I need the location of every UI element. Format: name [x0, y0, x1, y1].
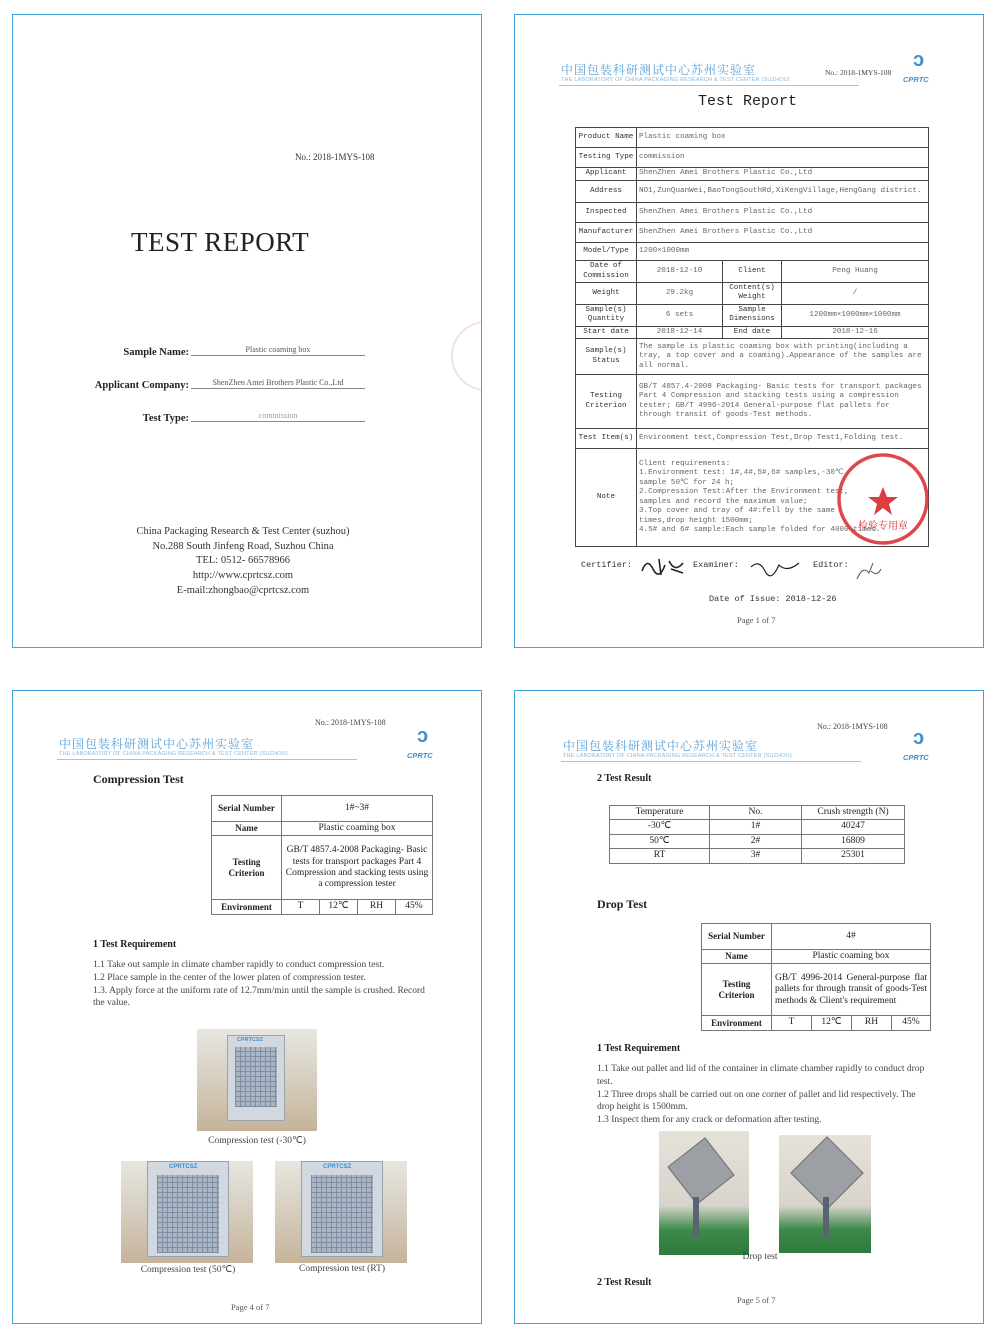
test-type-value: commission: [191, 411, 365, 422]
name-key: Name: [212, 822, 282, 836]
model-value: 1200×1000mm: [637, 243, 929, 261]
cprtc-logo-icon: ↄ: [417, 725, 429, 747]
requirement-item: 1.1 Take out pallet and lid of the container in climate chamber rapidly to conduct drop test.: [597, 1064, 925, 1087]
requirement-item: 1.2 Place sample in the center of the lower platen of compression tester.: [93, 972, 366, 983]
model-key: Model/Type: [576, 243, 637, 261]
lab-address-block: [103, 525, 383, 598]
applicant-key: Applicant: [576, 168, 637, 181]
lab-header-en: THE LABORATORY OF CHINA PACKAGING RESEARCH & TEST CENTER (SUZHOU): [563, 753, 792, 759]
drop-rig: [823, 1197, 829, 1237]
page-number: Page 1 of 7: [737, 615, 776, 625]
col-header: Crush strength (N): [802, 806, 905, 820]
section-title: Compression Test: [93, 772, 184, 786]
serial-number-value: 4#: [772, 924, 931, 950]
end-date-value: 2018-12-16: [782, 326, 929, 338]
testing-type-key: Testing Type: [576, 148, 637, 168]
testing-criterion-value: GB/T 4857.4-2008 Packaging- Basic tests for transport packages Part 4 Compression and stacking tests using a compression tester: [282, 836, 433, 900]
address-value: NO1,ZunQuanWei,BaoTongSouthRd,XiKengVillage,HengGang district.: [637, 181, 929, 203]
test-type-label: Test Type:: [142, 413, 189, 424]
sample-box: [157, 1175, 219, 1253]
photo-caption: Compression test (50℃): [140, 1265, 236, 1275]
crush-result-table: [609, 805, 905, 864]
requirement-title: 1 Test Requirement: [93, 939, 177, 950]
sample-box: [235, 1047, 277, 1107]
result-row: [610, 834, 905, 848]
sample-dimensions-key: Sample Dimensions: [723, 304, 782, 326]
result-cell: 25301: [802, 849, 905, 863]
result-cell: 16809: [802, 834, 905, 848]
lab-name: China Packaging Research & Test Center (suzhou): [136, 526, 350, 537]
sample-box: [311, 1175, 373, 1253]
photo-compression-minus30: [197, 1029, 317, 1131]
col-header: No.: [710, 806, 802, 820]
chamber-brand: CPRTCSZ: [323, 1164, 352, 1170]
header-rule: [57, 759, 357, 760]
name-value: Plastic coaming box: [282, 822, 433, 836]
client-key: Client: [723, 261, 782, 283]
env-cell: RH: [852, 1016, 892, 1030]
serial-number-key: Serial Number: [702, 924, 772, 950]
photo-compression-50: [121, 1161, 253, 1263]
inspected-value: ShenZhen Amei Brothers Plastic Co.,Ltd: [637, 203, 929, 223]
lab-tel: TEL: 0512- 66578966: [196, 555, 290, 567]
header-rule: [561, 761, 861, 762]
dropped-pallet: [667, 1137, 734, 1204]
end-date-key: End date: [723, 326, 782, 338]
requirement-item: 1.1 Take out sample in climate chamber rapidly to conduct compression test.: [93, 960, 385, 970]
lab-header-en: THE LABORATORY OF CHINA PACKAGING RESEARCH & TEST CENTER (SUZHOU): [59, 751, 288, 757]
seal-text: 检验专用章: [858, 521, 908, 532]
requirement-list: [93, 959, 433, 1010]
col-header: Temperature: [610, 806, 710, 820]
test-items-key: Test Item(s): [576, 429, 637, 449]
report-number: No.: 2018-1MYS-108: [825, 68, 892, 77]
sample-info-table: [211, 795, 433, 915]
photo-caption: Drop test: [742, 1252, 778, 1262]
test-items-value: Environment test,Compression Test,Drop Test1,Folding test.: [637, 429, 929, 449]
product-name-key: Product Name: [576, 128, 637, 148]
env-cell: 45%: [396, 900, 433, 914]
photo-caption: Compression test (-30℃): [208, 1136, 306, 1146]
compression-test-page: [12, 690, 482, 1324]
note-line: times,drop height 1500mm;: [639, 516, 753, 525]
requirement-item: 1.3 Inspect them for any crack or deformation after testing.: [597, 1115, 822, 1126]
certifier-signature: [639, 553, 687, 579]
chamber-brand: CPRTCSZ: [169, 1164, 198, 1170]
examiner-signature: [749, 557, 801, 577]
result-title-2: 2 Test Result: [597, 1277, 652, 1288]
examiner-label: Examiner:: [693, 560, 739, 570]
result-cell: 2#: [710, 834, 802, 848]
applicant-value: ShenZhen Amei Brothers Plastic Co.,Ltd: [637, 168, 929, 181]
note-line: 2.Compression Test:After the Environment test,: [639, 488, 849, 497]
serial-number-key: Serial Number: [212, 796, 282, 822]
cprtc-logo-text: CPRTC: [903, 753, 929, 762]
cprtc-logo-text: CPRTC: [407, 751, 433, 760]
result-cell: 50℃: [610, 834, 710, 848]
drop-rig: [693, 1197, 699, 1237]
cprtc-logo-icon: ↄ: [913, 727, 925, 749]
inspected-key: Inspected: [576, 203, 637, 223]
content-weight-value: /: [782, 283, 929, 305]
requirement-list: [597, 1063, 929, 1127]
certifier-label: Certifier:: [581, 560, 633, 570]
address-key: Address: [576, 181, 637, 203]
result-title: 2 Test Result: [597, 773, 652, 784]
sample-quantity-key: Sample(s) Quantity: [576, 304, 637, 326]
cover-page: [12, 14, 482, 648]
photo-drop-test-1: [659, 1131, 749, 1255]
report-number: No.: 2018-1MYS-108: [315, 718, 386, 727]
official-seal-stamp: [833, 449, 933, 549]
applicant-label: Applicant Company:: [94, 380, 189, 391]
sample-dimensions-value: 1200mm×1000mm×1000mm: [782, 304, 929, 326]
testing-criterion-key: Testing Criterion: [576, 375, 637, 429]
editor-label: Editor:: [813, 560, 849, 570]
photo-caption: Compression test (RT): [299, 1264, 385, 1274]
issue-date: Date of Issue: 2018-12-26: [709, 594, 837, 604]
lab-header-cn: 中国包装科研测试中心苏州实验室: [563, 739, 759, 753]
drop-test-page: [514, 690, 984, 1324]
name-key: Name: [702, 950, 772, 964]
env-cell: 12℃: [812, 1016, 852, 1030]
test-report-page: [514, 14, 984, 648]
result-cell: 3#: [710, 849, 802, 863]
faint-stamp-mark: [451, 321, 482, 391]
start-date-value: 2018-12-14: [637, 326, 723, 338]
product-name-value: Plastic coaming box: [637, 128, 929, 148]
manufacturer-value: ShenZhen Amei Brothers Plastic Co.,Ltd: [637, 223, 929, 243]
env-cell: 12℃: [320, 900, 358, 914]
testing-criterion-value: GB/T 4996-2014 General-purpose flat pallets for through transit of goods-Test methods & Client's requirement: [772, 964, 931, 1016]
photo-drop-test-2: [779, 1135, 871, 1253]
cprtc-logo-icon: ↄ: [913, 49, 925, 71]
testing-criterion-value: GB/T 4857.4-2008 Packaging- Basic tests for transport packages Part 4 Compression and stacking tests using a compression tester; GB/T 4996-2014 General-purpose flat pallets for through transit of goods-Test methods.: [637, 375, 929, 429]
note-line: 4.5# and 6# sample:Each sample folded for 4000 times.: [639, 526, 881, 535]
serial-number-value: 1#~3#: [282, 796, 433, 822]
sample-quantity-value: 6 sets: [637, 304, 723, 326]
lab-email: E-mail:zhongbao@cprtcsz.com: [176, 584, 310, 596]
env-cell: 45%: [892, 1016, 931, 1030]
note-line: samples and record the maximum value;: [639, 497, 808, 506]
env-cell: T: [772, 1016, 812, 1030]
weight-value: 29.2kg: [637, 283, 723, 305]
weight-key: Weight: [576, 283, 637, 305]
section-title: Drop Test: [597, 897, 648, 911]
env-cell: T: [282, 900, 320, 914]
lab-header-cn: 中国包装科研测试中心苏州实验室: [59, 737, 255, 751]
sample-status-key: Sample(s) Status: [576, 339, 637, 375]
environment-key: Environment: [212, 900, 282, 914]
requirement-item: 1.3. Apply force at the uniform rate of 12.7mm/min until the sample is crushed. Record the value.: [93, 985, 425, 1009]
commission-date-value: 2018-12-10: [637, 261, 723, 283]
env-cell: RH: [358, 900, 396, 914]
sample-name-label: Sample Name:: [123, 347, 189, 358]
requirement-title: 1 Test Requirement: [597, 1043, 681, 1054]
lab-website: http://www.cprtcsz.com: [192, 570, 294, 582]
result-row: [610, 820, 905, 834]
note-line: sample 50℃ for 24 h;: [639, 478, 735, 487]
lab-header-en: THE LABORATORY OF CHINA PACKAGING RESEARCH & TEST CENTER (SUZHOU): [561, 77, 790, 83]
name-value: Plastic coaming box: [772, 950, 931, 964]
sample-name-value: Plastic coaming box: [191, 345, 365, 356]
cprtc-logo-text: CPRTC: [903, 75, 929, 84]
note-key: Note: [576, 449, 637, 547]
report-number: No.: 2018-1MYS-108: [817, 722, 888, 731]
result-cell: RT: [610, 849, 710, 863]
editor-signature: [853, 559, 883, 583]
start-date-key: Start date: [576, 326, 637, 338]
cover-title: TEST REPORT: [131, 227, 310, 257]
note-line: 3.Top cover and tray of 4#:fell by the same: [639, 507, 835, 516]
content-weight-key: Content(s) Weight: [723, 283, 782, 305]
requirement-item: 1.2 Three drops shall be carried out on one corner of pallet and lid respectively. The drop height is 1500mm.: [597, 1089, 916, 1113]
report-title: Test Report: [698, 93, 798, 110]
testing-criterion-key: Testing Criterion: [702, 964, 772, 1016]
sample-info-table: [701, 923, 931, 1031]
lab-header-cn: 中国包装科研测试中心苏州实验室: [561, 63, 757, 77]
result-row: [610, 849, 905, 863]
page-number: Page 4 of 7: [231, 1302, 270, 1312]
lab-street: No.288 South Jinfeng Road, Suzhou China: [152, 540, 334, 552]
report-number: No.: 2018-1MYS-108: [295, 152, 375, 162]
testing-type-value: commission: [637, 148, 929, 168]
note-line: 1.Environment test: 1#,4#,5#,6# samples,-30℃: [639, 469, 844, 478]
applicant-value: ShenZhen Amei Brothers Plastic Co.,Ltd: [191, 378, 365, 389]
manufacturer-key: Manufacturer: [576, 223, 637, 243]
testing-criterion-key: Testing Criterion: [212, 836, 282, 900]
chamber-brand: CPRTCSZ: [237, 1037, 263, 1043]
header-rule: [559, 85, 859, 86]
result-cell: -30℃: [610, 820, 710, 834]
sample-status-value: The sample is plastic coaming box with printing(including a tray, a top cover and a coaming).Appearance of the samples are all normal.: [637, 339, 929, 375]
note-line: Client requirements:: [639, 459, 731, 468]
photo-compression-rt: [275, 1161, 407, 1263]
commission-date-key: Date of Commission: [576, 261, 637, 283]
page-number: Page 5 of 7: [737, 1295, 776, 1305]
environment-key: Environment: [702, 1016, 772, 1030]
result-cell: 40247: [802, 820, 905, 834]
result-cell: 1#: [710, 820, 802, 834]
client-value: Peng Huang: [782, 261, 929, 283]
